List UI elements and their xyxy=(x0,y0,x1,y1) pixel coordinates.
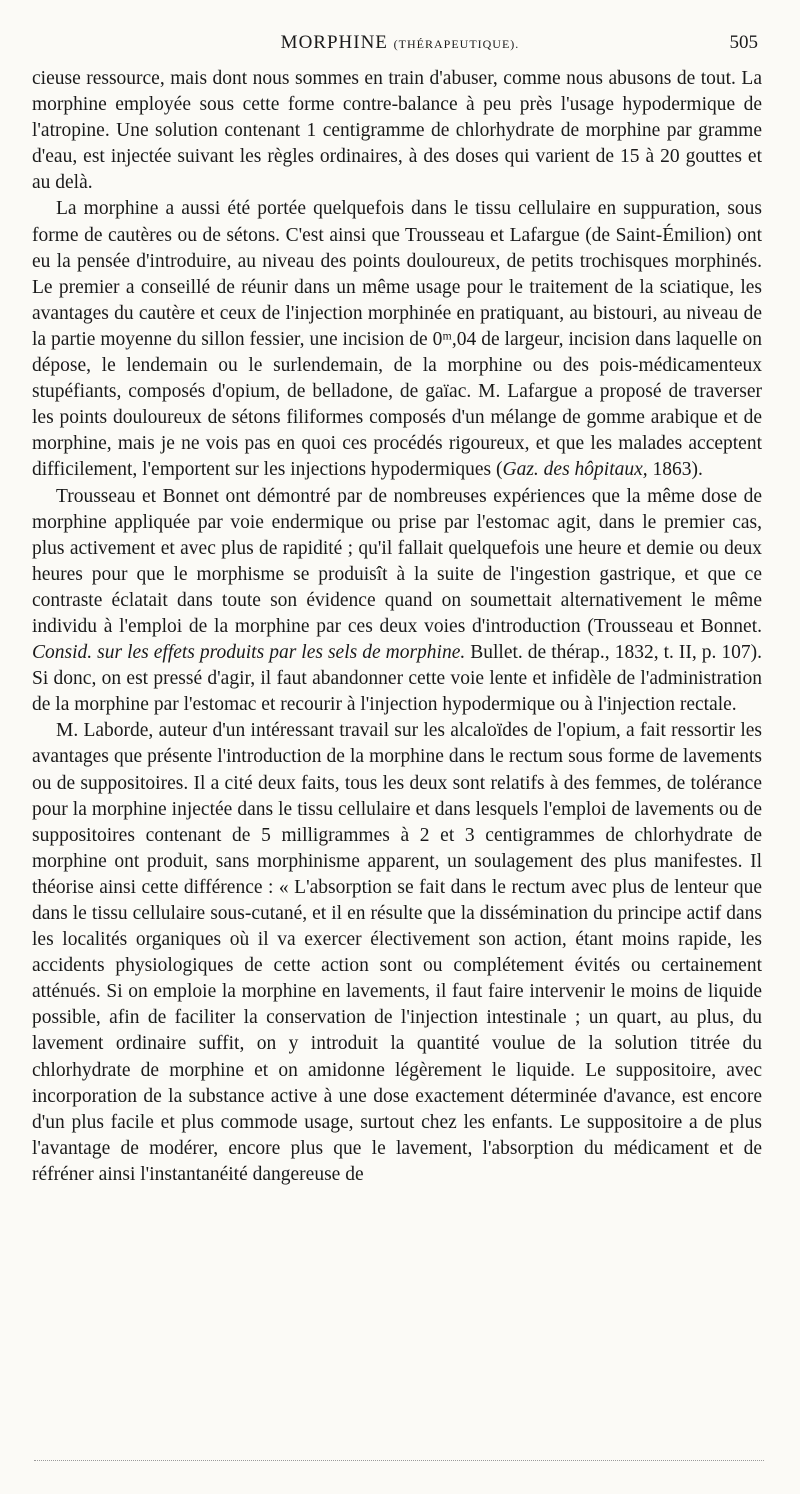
paragraph xyxy=(32,484,762,719)
paragraph-text: cieuse ressource, mais dont nous sommes en train d'abuser, comme nous abusons de tout. La morphine employée sous cette forme contre-balance à peu près l'usage hypodermique de l'atropine. Une solution contenant 1 centigramme de chlorhydrate de morphine par gramme d'eau, est injectée suivant les règles ordinaires, à des doses qui varient de 15 à 20 gouttes et au delà. xyxy=(32,68,762,194)
paragraph-text: M. Laborde, auteur d'un intéressant travail sur les alcaloïdes de l'opium, a fait ressortir les avantages que présente l'introduction de la morphine dans le rectum sous forme de lavements ou de suppositoires. Il a cité deux faits, tous les deux sont relatifs à des femmes, de tolérance pour la morphine injectée dans le tissu cellulaire et dans lesquels l'emploi de lavements ou de suppositoires contenant de 5 milligrammes à 2 et 3 centigrammes de chlorhydrate de morphine ont produit, sans morphinisme apparent, un soulagement des plus manifestes. Il théorise ainsi cette différence : « L'absorption se fait dans le rectum avec plus de lenteur que dans le tissu cellulaire sous-cutané, et il en résulte que la dissémination du principe actif dans les localités organiques où il va exercer électivement son action, étant moins rapide, les accidents physiologiques de cette action sont ou complétement évités ou certainement atténués. Si on emploie la morphine en lavements, il faut faire intervenir le moins de liquide possible, afin de faciliter la conservation de l'injection intestinale ; un quart, au plus, du lavement ordinaire suffit, on y introduit la quantité voulue de la solution titrée du chlorhydrate de morphine et on amidonne légèrement le liquide. Le suppositoire, avec incorporation de la substance active à une dose exactement déterminée d'avance, est encore d'un plus facile et plus commode usage, surtout chez les enfants. Le suppositoire a de plus l'avantage de modérer, encore plus que le lavement, l'absorption du médicament et de réfréner ainsi l'instantanéité dangereuse de xyxy=(32,720,762,1185)
paragraph-text: La morphine a aussi été portée quelquefois dans le tissu cellulaire en suppuration, sous forme de cautères ou de sétons. C'est ainsi que Trousseau et Lafargue (de Saint-Émilion) ont eu la pensée d'introduire, au niveau des points douloureux, de petits trochisques morphinés. Le premier a conseillé de réunir dans un même usage pour le traitement de la sciatique, les avantages du cautère et ceux de l'injection morphinée en pratiquant, au bistouri, au niveau de la partie moyenne du sillon fessier, une incision de 0ᵐ,04 de largeur, incision dans laquelle on dépose, le lendemain ou le surlendemain, de la morphine ou des pois-médicamenteux stupéfiants, composés d'opium, de belladone, de gaïac. M. Lafargue a proposé de traverser les points douloureux de sétons filiformes composés d'un mélange de gomme arabique et de morphine, mais je ne vois pas en quoi ces procédés rigoureux, et que les malades acceptent difficilement, l'emportent sur les injections hypodermiques ( xyxy=(32,198,762,481)
paragraph-text: Bullet. de thérap., 1832, t. II, p. 107). Si donc, on est pressé d'agir, il faut abandonner cette voie lente et infidèle de l'administration de la morphine par l'estomac et recourir à l'injection hypodermique ou à l'injection rectale. xyxy=(32,642,762,716)
citation-title: Consid. sur les effets produits par les sels de morphine. xyxy=(32,642,466,664)
paragraph-continued xyxy=(32,66,762,196)
page-number: 505 xyxy=(729,32,758,53)
body-text xyxy=(32,66,762,1188)
paragraph-text: 1863). xyxy=(647,459,703,481)
running-head-title: MORPHINE xyxy=(280,32,394,53)
paragraph xyxy=(32,718,762,1188)
paragraph xyxy=(32,196,762,483)
page-header xyxy=(0,32,800,56)
paragraph-text: Trousseau et Bonnet ont démontré par de nombreuses expériences que la même dose de morphine appliquée par voie endermique ou prise par l'estomac agit, dans le premier cas, plus activement et avec plus de rapidité ; qu'il fallait quelquefois une heure et demie ou deux heures pour que le morphisme se produisît à la suite de l'ingestion gastrique, et que ce contraste éclatait dans toute son évidence quand on soumettait alternativement le même individu à l'emploi de la morphine par ces deux voies d'introduction (Trousseau et Bonnet. xyxy=(32,485,762,637)
running-head xyxy=(0,32,800,54)
footer-rule xyxy=(34,1460,764,1461)
citation-title: Gaz. des hôpitaux, xyxy=(502,459,648,481)
running-head-subtitle: (THÉRAPEUTIQUE). xyxy=(393,37,520,51)
